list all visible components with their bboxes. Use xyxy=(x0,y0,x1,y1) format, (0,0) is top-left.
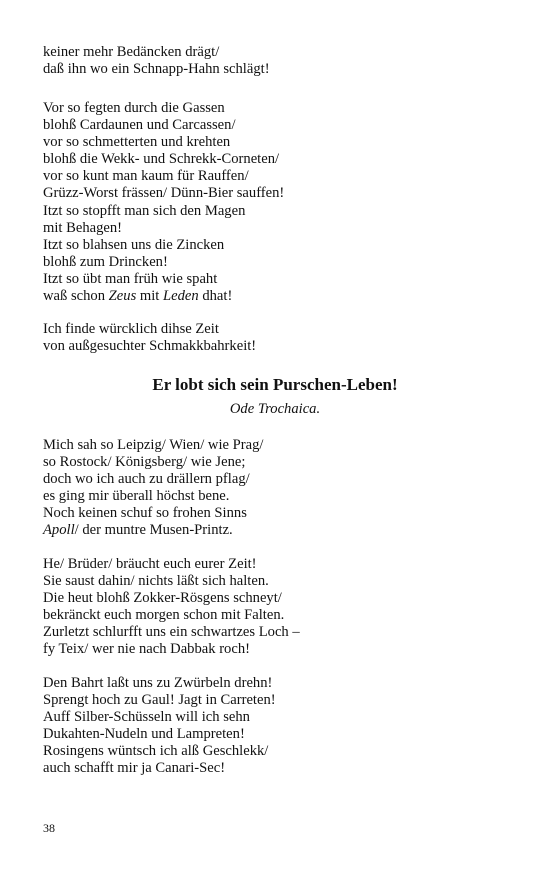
verse-line: doch wo ich auch zu drällern pflag/ xyxy=(43,471,250,488)
verse-line: es ging mir überall höchst bene. xyxy=(43,488,230,505)
verse-line: Itzt so stopfft man sich den Magen xyxy=(43,202,246,219)
poem-stanza-3 xyxy=(43,675,513,778)
verse-line: fy Teix/ wer nie nach Dabbak roch! xyxy=(43,641,250,658)
verse-line: vor so schmetterten und krehten xyxy=(43,134,231,151)
verse-line: Itzt so übt man früh wie spaht xyxy=(43,270,218,287)
poem-title: Er lobt sich sein Purschen-Leben! xyxy=(152,375,398,394)
verse-line: blohß die Wekk- und Schrekk-Corneten/ xyxy=(43,151,280,168)
verse-line: Mich sah so Leipzig/ Wien/ wie Prag/ xyxy=(43,437,264,453)
verse-line: blohß zum Drincken! xyxy=(43,253,168,270)
verse-line: bekränckt euch morgen schon mit Falten. xyxy=(43,607,285,624)
verse-line: keiner mehr Bedäncken drägt/ xyxy=(43,44,220,60)
verse-line: He/ Brüder/ bräucht euch eurer Zeit! xyxy=(43,556,257,572)
verse-line: Sprengt hoch zu Gaul! Jagt in Carreten! xyxy=(43,692,276,709)
verse-line: mit Behagen! xyxy=(43,219,123,236)
verse-line: daß ihn wo ein Schnapp-Hahn schlägt! xyxy=(43,61,270,78)
verse-line: Zurletzt schlurfft uns ein schwartzes Loch – xyxy=(43,624,300,641)
verse-line: auch schafft mir ja Canari-Sec! xyxy=(43,760,226,777)
verse-line: Ich finde würcklich dihse Zeit xyxy=(43,321,219,337)
verse-line: so Rostock/ Königsberg/ wie Jene; xyxy=(43,454,246,471)
verse-line: vor so kunt man kaum für Rauffen/ xyxy=(43,168,249,185)
verse-line: Die heut blohß Zokker-Rösgens schneyt/ xyxy=(43,590,282,607)
verse-line: Itzt so blahsen uns die Zincken xyxy=(43,236,225,253)
verse-line: blohß Cardaunen und Carcassen/ xyxy=(43,117,236,134)
verse-line: Sie saust dahin/ nichts läßt sich halten. xyxy=(43,573,269,590)
verse-line: waß schon Zeus mit Leden dhat! xyxy=(43,288,233,305)
page-number: 38 xyxy=(43,821,55,835)
top-stanza-3 xyxy=(43,321,513,355)
top-stanza-2 xyxy=(43,100,513,305)
top-stanza-1 xyxy=(43,44,513,78)
poem-stanza-1 xyxy=(43,437,513,540)
poem-stanza-2 xyxy=(43,556,513,659)
poem-subtitle: Ode Trochaica. xyxy=(229,401,321,417)
verse-line: Dukahten-Nudeln und Lampreten! xyxy=(43,726,245,743)
verse-line: Grüzz-Worst frässen/ Dünn-Bier sauffen! xyxy=(43,185,285,202)
verse-line: Apoll/ der muntre Musen-Printz. xyxy=(43,522,233,539)
verse-line: Auff Silber-Schüsseln will ich sehn xyxy=(43,709,250,726)
verse-line: Rosingens wüntsch ich alß Geschlekk/ xyxy=(43,743,269,760)
verse-line: Noch keinen schuf so frohen Sinns xyxy=(43,505,247,522)
verse-line: Vor so fegten durch die Gassen xyxy=(43,100,225,116)
verse-line: von außgesuchter Schmakkbahrkeit! xyxy=(43,338,257,355)
verse-line: Den Bahrt laßt uns zu Zwürbeln drehn! xyxy=(43,675,273,691)
